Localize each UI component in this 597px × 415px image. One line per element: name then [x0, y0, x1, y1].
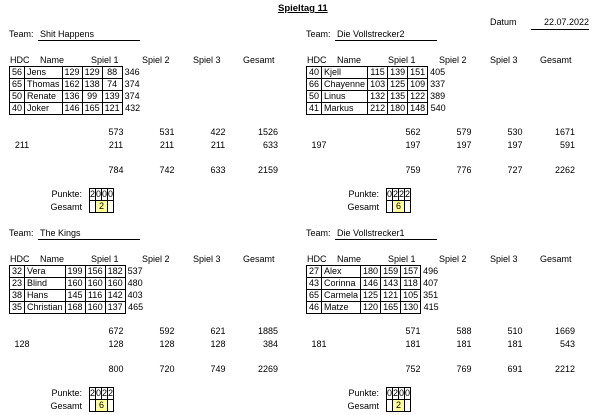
gesamt-label: Gesamt	[347, 401, 379, 411]
table-row: 56 Jens 129 129 88 346	[10, 67, 143, 79]
gesamt-header: Gesamt	[540, 55, 572, 65]
punkte-gesamt-row	[90, 400, 114, 412]
sum-s3: 422	[210, 127, 226, 137]
hdc-s3: 197	[507, 140, 523, 150]
final-s3: 727	[507, 165, 523, 175]
team-name: Die Vollstrecker1	[337, 228, 405, 238]
spiel1-header: Spiel 1	[388, 55, 416, 65]
sum-s3: 621	[210, 326, 226, 336]
spiel1-header: Spiel 1	[388, 254, 416, 264]
hdc-s1: 211	[108, 140, 124, 150]
name-header: Name	[337, 55, 362, 65]
hdc-s2: 181	[456, 339, 472, 349]
spiel2-header: Spiel 2	[142, 254, 170, 264]
player-table	[9, 265, 146, 314]
team-name: Shit Happens	[40, 29, 95, 39]
name-header: Name	[40, 254, 65, 264]
sum-ges: 1526	[257, 127, 278, 137]
sum-ges: 1885	[257, 326, 278, 336]
spiel3-header: Spiel 3	[193, 55, 221, 65]
punkte-table	[89, 387, 114, 412]
hdc-s2: 197	[456, 140, 472, 150]
final-ges: 2269	[257, 364, 278, 374]
punkte-table	[386, 188, 411, 213]
sum-s1: 672	[108, 326, 124, 336]
final-s2: 769	[456, 364, 472, 374]
table-row: 43 Corinna 146 143 118 407	[307, 278, 441, 290]
hdc-s1: 128	[108, 339, 124, 349]
hdc-ges: 591	[559, 140, 575, 150]
team-name-underline	[38, 40, 140, 41]
team-name-underline	[335, 40, 437, 41]
hdc-header: HDC	[307, 55, 327, 65]
hdc-s3: 181	[507, 339, 523, 349]
punkte-gesamt-row	[387, 201, 411, 213]
player-table	[306, 265, 441, 314]
punkte-table	[89, 188, 114, 213]
player-table	[306, 66, 448, 115]
sum-s2: 579	[456, 127, 472, 137]
gesamt-label: Gesamt	[347, 202, 379, 212]
sum-ges: 1669	[554, 326, 575, 336]
datum-label: Datum	[490, 17, 517, 27]
hdc-total: 181	[311, 339, 327, 349]
final-s1: 759	[405, 165, 421, 175]
table-row: 46 Matze 120 165 130 415	[307, 302, 441, 314]
hdc-s3: 211	[210, 140, 226, 150]
page-title: Spieltag 11	[278, 3, 328, 14]
hdc-ges: 384	[262, 339, 278, 349]
gesamt-label: Gesamt	[50, 202, 82, 212]
table-row: 35 Christian 168 160 137 465	[10, 302, 146, 314]
datum-underline	[531, 29, 589, 30]
sum-s2: 592	[159, 326, 175, 336]
punkte-gesamt: 2	[393, 400, 405, 412]
table-row: 32 Vera 199 156 182 537	[10, 266, 146, 278]
final-ges: 2212	[554, 364, 575, 374]
table-row: 40 Kjell 115 139 151 405	[307, 67, 448, 79]
punkte-label: Punkte:	[51, 189, 82, 199]
hdc-header: HDC	[10, 55, 30, 65]
spiel3-header: Spiel 3	[490, 55, 518, 65]
punkte-row: 2 0 0 0	[90, 189, 114, 199]
punkte-gesamt: 6	[96, 400, 108, 412]
final-s1: 752	[405, 364, 421, 374]
name-header: Name	[337, 254, 362, 264]
hdc-ges: 633	[262, 140, 278, 150]
team-label: Team:	[306, 228, 331, 238]
table-row: 38 Hans 145 116 142 403	[10, 290, 146, 302]
punkte-gesamt-row	[90, 201, 114, 213]
team-label: Team:	[9, 228, 34, 238]
hdc-s1: 197	[405, 140, 421, 150]
table-row: 23 Blind 160 160 160 480	[10, 278, 146, 290]
punkte-row: 0 2 0 0	[387, 388, 411, 398]
table-row: 27 Alex 180 159 157 496	[307, 266, 441, 278]
team-name-underline	[335, 239, 437, 240]
table-row: 66 Chayenne 103 125 109 337	[307, 79, 448, 91]
hdc-total: 128	[14, 339, 30, 349]
punkte-label: Punkte:	[348, 189, 379, 199]
final-ges: 2159	[257, 165, 278, 175]
player-table	[9, 66, 143, 115]
punkte-row: 0 2 2 2	[387, 189, 411, 199]
final-s1: 784	[108, 165, 124, 175]
gesamt-header: Gesamt	[540, 254, 572, 264]
spiel1-header: Spiel 1	[91, 254, 119, 264]
team-name: The Kings	[40, 228, 81, 238]
team-name: Die Vollstrecker2	[337, 29, 405, 39]
spiel2-header: Spiel 2	[439, 254, 467, 264]
sum-s1: 573	[108, 127, 124, 137]
punkte-label: Punkte:	[348, 388, 379, 398]
final-s3: 749	[210, 364, 226, 374]
name-header: Name	[40, 55, 65, 65]
punkte-gesamt-row	[387, 400, 411, 412]
spiel2-header: Spiel 2	[439, 55, 467, 65]
final-s2: 742	[159, 165, 175, 175]
final-s1: 800	[108, 364, 124, 374]
sum-s2: 588	[456, 326, 472, 336]
final-ges: 2262	[554, 165, 575, 175]
punkte-table	[386, 387, 411, 412]
table-row: 50 Linus 132 135 122 389	[307, 91, 448, 103]
gesamt-label: Gesamt	[50, 401, 82, 411]
hdc-s3: 128	[210, 339, 226, 349]
team-name-underline	[38, 239, 140, 240]
table-row: 65 Thomas 162 138 74 374	[10, 79, 143, 91]
punkte-gesamt: 6	[393, 201, 405, 213]
gesamt-header: Gesamt	[243, 55, 275, 65]
final-s3: 633	[210, 165, 226, 175]
spiel3-header: Spiel 3	[490, 254, 518, 264]
punkte-gesamt: 2	[96, 201, 108, 213]
hdc-header: HDC	[307, 254, 327, 264]
punkte-label: Punkte:	[51, 388, 82, 398]
sum-s3: 530	[507, 127, 523, 137]
team-label: Team:	[306, 29, 331, 39]
hdc-ges: 543	[559, 339, 575, 349]
spiel2-header: Spiel 2	[142, 55, 170, 65]
gesamt-header: Gesamt	[243, 254, 275, 264]
hdc-total: 197	[311, 140, 327, 150]
sum-s1: 571	[405, 326, 421, 336]
table-row: 50 Renate 136 99 139 374	[10, 91, 143, 103]
spiel1-header: Spiel 1	[91, 55, 119, 65]
final-s2: 720	[159, 364, 175, 374]
team-label: Team:	[9, 29, 34, 39]
datum-value: 22.07.2022	[544, 17, 590, 27]
sum-s3: 510	[507, 326, 523, 336]
hdc-header: HDC	[10, 254, 30, 264]
hdc-s2: 211	[159, 140, 175, 150]
table-row: 40 Joker 146 165 121 432	[10, 103, 143, 115]
sum-ges: 1671	[554, 127, 575, 137]
sum-s1: 562	[405, 127, 421, 137]
final-s3: 691	[507, 364, 523, 374]
hdc-s2: 128	[159, 339, 175, 349]
table-row: 65 Carmela 125 121 105 351	[307, 290, 441, 302]
hdc-s1: 181	[405, 339, 421, 349]
hdc-total: 211	[14, 140, 30, 150]
sum-s2: 531	[159, 127, 175, 137]
spiel3-header: Spiel 3	[193, 254, 221, 264]
final-s2: 776	[456, 165, 472, 175]
punkte-row: 2 0 2 2	[90, 388, 114, 398]
table-row: 41 Markus 212 180 148 540	[307, 103, 448, 115]
